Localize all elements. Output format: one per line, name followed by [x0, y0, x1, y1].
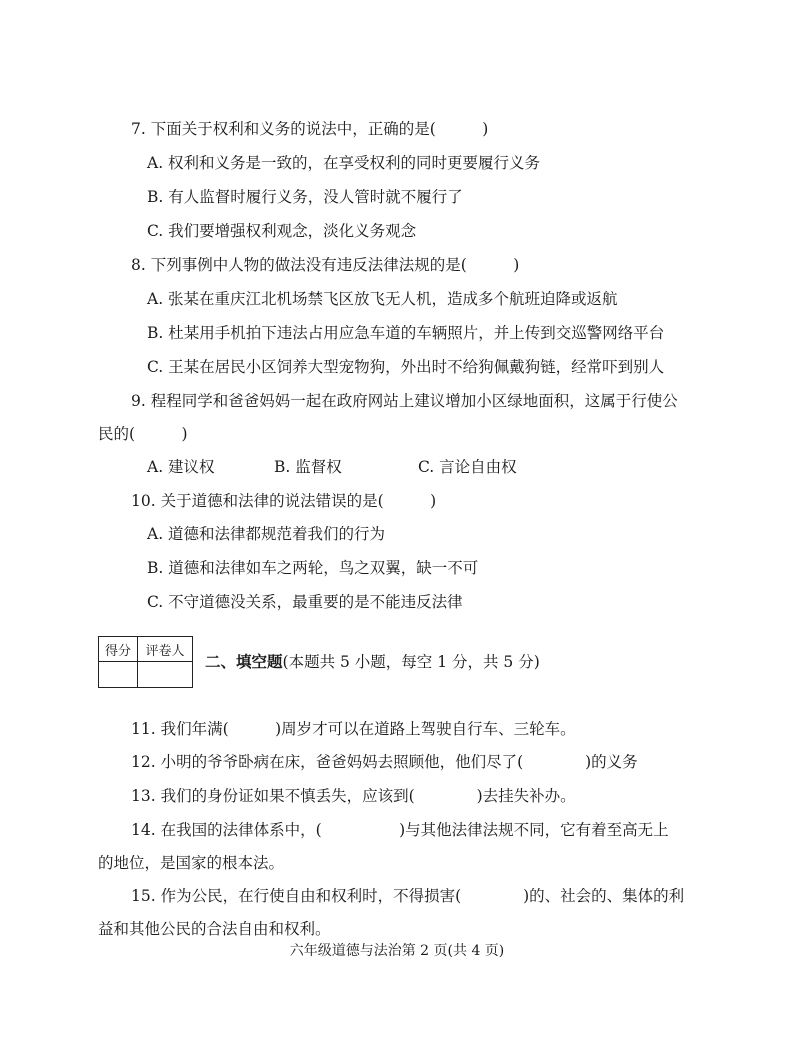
q15-line1: 15. 作为公民，在行使自由和权利时，不得损害( )的、社会的、集体的利	[131, 887, 685, 905]
q9-option-b: B. 监督权	[274, 458, 342, 476]
q7-option-a: A. 权利和义务是一致的，在享受权利的同时更要履行义务	[147, 154, 541, 172]
q7-option-c: C. 我们要增强权利观念，淡化义务观念	[147, 222, 417, 240]
q9-stem-line2: 民的( )	[98, 425, 188, 443]
q10-option-b: B. 道德和法律如车之两轮，鸟之双翼，缺一不可	[147, 559, 479, 577]
q10-stem: 10. 关于道德和法律的说法错误的是( )	[131, 492, 437, 510]
q10-option-a: A. 道德和法律都规范着我们的行为	[147, 525, 386, 543]
q7-option-b: B. 有人监督时履行义务，没人管时就不履行了	[147, 188, 463, 206]
q8-option-b: B. 杜某用手机拍下违法占用应急车道的车辆照片，并上传到交巡警网络平台	[147, 324, 665, 342]
score-label: 得分	[99, 637, 138, 662]
grader-cell	[138, 662, 193, 688]
q8-option-c: C. 王某在居民小区饲养大型宠物狗，外出时不给狗佩戴狗链，经常吓到别人	[147, 358, 665, 376]
q15-line2: 益和其他公民的合法自由和权利。	[98, 920, 331, 938]
q7-stem: 7. 下面关于权利和义务的说法中，正确的是( )	[131, 120, 489, 138]
q12: 12. 小明的爷爷卧病在床，爸爸妈妈去照顾他，他们尽了( )的义务	[131, 753, 638, 771]
q14-line1: 14. 在我国的法律体系中，( )与其他法律法规不同，它有着至高无上	[131, 821, 669, 839]
q13: 13. 我们的身份证如果不慎丢失，应该到( )去挂失补办。	[131, 787, 576, 805]
q9-option-a: A. 建议权	[147, 458, 215, 476]
q10-option-c: C. 不守道德没关系，最重要的是不能违反法律	[147, 593, 463, 611]
q14-line2: 的地位，是国家的根本法。	[98, 854, 285, 872]
section2-heading	[205, 652, 540, 672]
q11: 11. 我们年满( )周岁才可以在道路上驾驶自行车、三轮车。	[131, 720, 576, 738]
grader-label: 评卷人	[138, 637, 193, 662]
section2-note: (本题共 5 小题，每空 1 分，共 5 分)	[282, 653, 540, 671]
q8-stem: 8. 下列事例中人物的做法没有违反法律法规的是( )	[131, 256, 520, 274]
score-cell	[99, 662, 138, 688]
q9-stem-line1: 9. 程程同学和爸爸妈妈一起在政府网站上建议增加小区绿地面积，这属于行使公	[131, 392, 678, 410]
page-footer: 六年级道德与法治第 2 页(共 4 页)	[289, 943, 505, 959]
q8-option-a: A. 张某在重庆江北机场禁飞区放飞无人机，造成多个航班迫降或返航	[147, 290, 618, 308]
score-table	[98, 636, 193, 688]
q9-option-c: C. 言论自由权	[418, 458, 517, 476]
section2-title: 二、填空题	[205, 653, 283, 671]
